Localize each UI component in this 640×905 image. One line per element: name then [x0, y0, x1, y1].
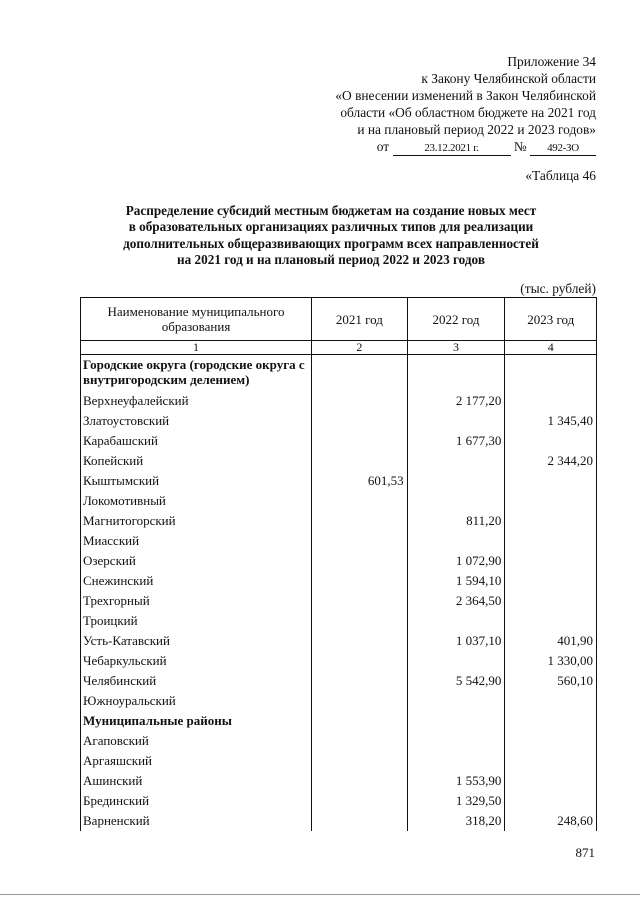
value-2021 [312, 671, 408, 691]
value-2022 [407, 651, 505, 671]
header-2022: 2022 год [407, 298, 505, 341]
appendix-line: области «Об областном бюджете на 2021 год [340, 105, 596, 120]
municipality-name: Троицкий [81, 611, 312, 631]
value-2023 [505, 531, 597, 551]
value-2021 [312, 791, 408, 811]
value-2021 [312, 531, 408, 551]
value-2023 [505, 391, 597, 411]
scan-edge-line [0, 894, 640, 895]
value-2021: 601,53 [312, 471, 408, 491]
value-2022 [407, 731, 505, 751]
table-row [81, 731, 597, 751]
value-2021 [312, 511, 408, 531]
page-number: 871 [575, 845, 595, 860]
column-number: 4 [505, 341, 597, 355]
value-2021 [312, 391, 408, 411]
table-row [81, 671, 597, 691]
value-2021 [312, 771, 408, 791]
value-2021 [312, 631, 408, 651]
header-name: Наименование муниципального образования [81, 298, 312, 341]
value-2022 [407, 531, 505, 551]
appendix-line: и на плановый период 2022 и 2023 годов» [357, 122, 596, 137]
value-2023 [505, 471, 597, 491]
column-number: 1 [81, 341, 312, 355]
value-2021 [312, 411, 408, 431]
appendix-line: Приложение 34 [507, 54, 596, 69]
subsidy-table [80, 297, 597, 831]
value-2023 [505, 491, 597, 511]
from-label: от [376, 139, 390, 154]
value-2022: 1 553,90 [407, 771, 505, 791]
value-2021 [312, 551, 408, 571]
value-2021 [312, 571, 408, 591]
value-2022: 1 594,10 [407, 571, 505, 591]
appendix-line: к Закону Челябинской области [421, 71, 596, 86]
value-2022: 811,20 [407, 511, 505, 531]
title-line: в образовательных организациях различных типов для реализации [128, 219, 534, 235]
municipality-name: Карабашский [81, 431, 312, 451]
value-2023: 1 345,40 [505, 411, 597, 431]
municipality-name: Верхнеуфалейский [81, 391, 312, 411]
value-2023: 401,90 [505, 631, 597, 651]
value-2022: 2 177,20 [407, 391, 505, 411]
table-row [81, 611, 597, 631]
table-row [81, 511, 597, 531]
value-2023 [505, 751, 597, 771]
value-2022: 1 072,90 [407, 551, 505, 571]
value-2021 [312, 731, 408, 751]
document-title [96, 203, 566, 268]
value-2023 [505, 551, 597, 571]
column-number: 2 [312, 341, 408, 355]
municipality-name: Ашинский [81, 771, 312, 791]
municipality-name: Снежинский [81, 571, 312, 591]
column-number-row [81, 341, 597, 355]
table-row [81, 771, 597, 791]
table-row [81, 531, 597, 551]
law-number: 492-ЗО [530, 142, 596, 156]
value-2022: 2 364,50 [407, 591, 505, 611]
value-2022 [407, 471, 505, 491]
number-label: № [513, 139, 527, 154]
table-row [81, 791, 597, 811]
value-2023: 248,60 [505, 811, 597, 831]
table-row [81, 391, 597, 411]
value-2023 [505, 731, 597, 751]
value-2022: 5 542,90 [407, 671, 505, 691]
value-2022: 1 677,30 [407, 431, 505, 451]
table-row [81, 751, 597, 771]
value-2022 [407, 411, 505, 431]
value-2023 [505, 611, 597, 631]
municipality-name: Миасский [81, 531, 312, 551]
table-row [81, 431, 597, 451]
table-row [81, 491, 597, 511]
title-line: на 2021 год и на плановый период 2022 и 2023 годов [177, 251, 485, 267]
column-number: 3 [407, 341, 505, 355]
value-2023: 1 330,00 [505, 651, 597, 671]
value-2021 [312, 451, 408, 471]
municipality-name: Кыштымский [81, 471, 312, 491]
law-date: 23.12.2021 г. [393, 142, 511, 156]
table-row [81, 651, 597, 671]
value-2023 [505, 691, 597, 711]
table-row [81, 451, 597, 471]
value-2023 [505, 791, 597, 811]
municipality-name: Челябинский [81, 671, 312, 691]
municipality-name: Аргаяшский [81, 751, 312, 771]
appendix-header [335, 53, 596, 156]
value-2023: 560,10 [505, 671, 597, 691]
table-row [81, 551, 597, 571]
municipality-name: Агаповский [81, 731, 312, 751]
municipality-name: Брединский [81, 791, 312, 811]
group-row-municipal-districts [81, 711, 597, 731]
municipality-name: Варненский [81, 811, 312, 831]
municipality-name: Чебаркульский [81, 651, 312, 671]
table-row [81, 691, 597, 711]
law-date-number-line [335, 138, 596, 156]
value-2021 [312, 811, 408, 831]
table-row [81, 631, 597, 651]
table-row [81, 571, 597, 591]
value-2023 [505, 571, 597, 591]
value-2022: 318,20 [407, 811, 505, 831]
value-2022: 1 329,50 [407, 791, 505, 811]
municipality-name: Южноуральский [81, 691, 312, 711]
municipality-name: Трехгорный [81, 591, 312, 611]
value-2021 [312, 431, 408, 451]
municipality-name: Златоустовский [81, 411, 312, 431]
group-title: Городские округа (городские округа с внутригородским делением) [81, 355, 312, 392]
table-header-row [81, 298, 597, 341]
group-row-city-districts [81, 355, 597, 392]
table-row [81, 471, 597, 491]
value-2021 [312, 651, 408, 671]
value-2023: 2 344,20 [505, 451, 597, 471]
value-2022 [407, 491, 505, 511]
value-2021 [312, 691, 408, 711]
value-2022 [407, 751, 505, 771]
value-2022 [407, 691, 505, 711]
value-2021 [312, 591, 408, 611]
units-label: (тыс. рублей) [520, 281, 596, 296]
value-2021 [312, 611, 408, 631]
value-2023 [505, 591, 597, 611]
header-2023: 2023 год [505, 298, 597, 341]
value-2023 [505, 771, 597, 791]
value-2022: 1 037,10 [407, 631, 505, 651]
group-title: Муниципальные районы [81, 711, 312, 731]
title-line: дополнительных общеразвивающих программ всех направленностей [123, 235, 539, 251]
value-2022 [407, 611, 505, 631]
table-row [81, 591, 597, 611]
table-row [81, 811, 597, 831]
municipality-name: Копейский [81, 451, 312, 471]
municipality-name: Усть-Катавский [81, 631, 312, 651]
appendix-line: «О внесении изменений в Закон Челябинской [335, 88, 596, 103]
municipality-name: Локомотивный [81, 491, 312, 511]
table-row [81, 411, 597, 431]
value-2021 [312, 751, 408, 771]
value-2021 [312, 491, 408, 511]
header-2021: 2021 год [312, 298, 408, 341]
value-2023 [505, 511, 597, 531]
title-line: Распределение субсидий местным бюджетам на создание новых мест [125, 203, 537, 218]
value-2023 [505, 431, 597, 451]
value-2022 [407, 451, 505, 471]
municipality-name: Магнитогорский [81, 511, 312, 531]
municipality-name: Озерский [81, 551, 312, 571]
table-number: «Таблица 46 [525, 168, 596, 183]
